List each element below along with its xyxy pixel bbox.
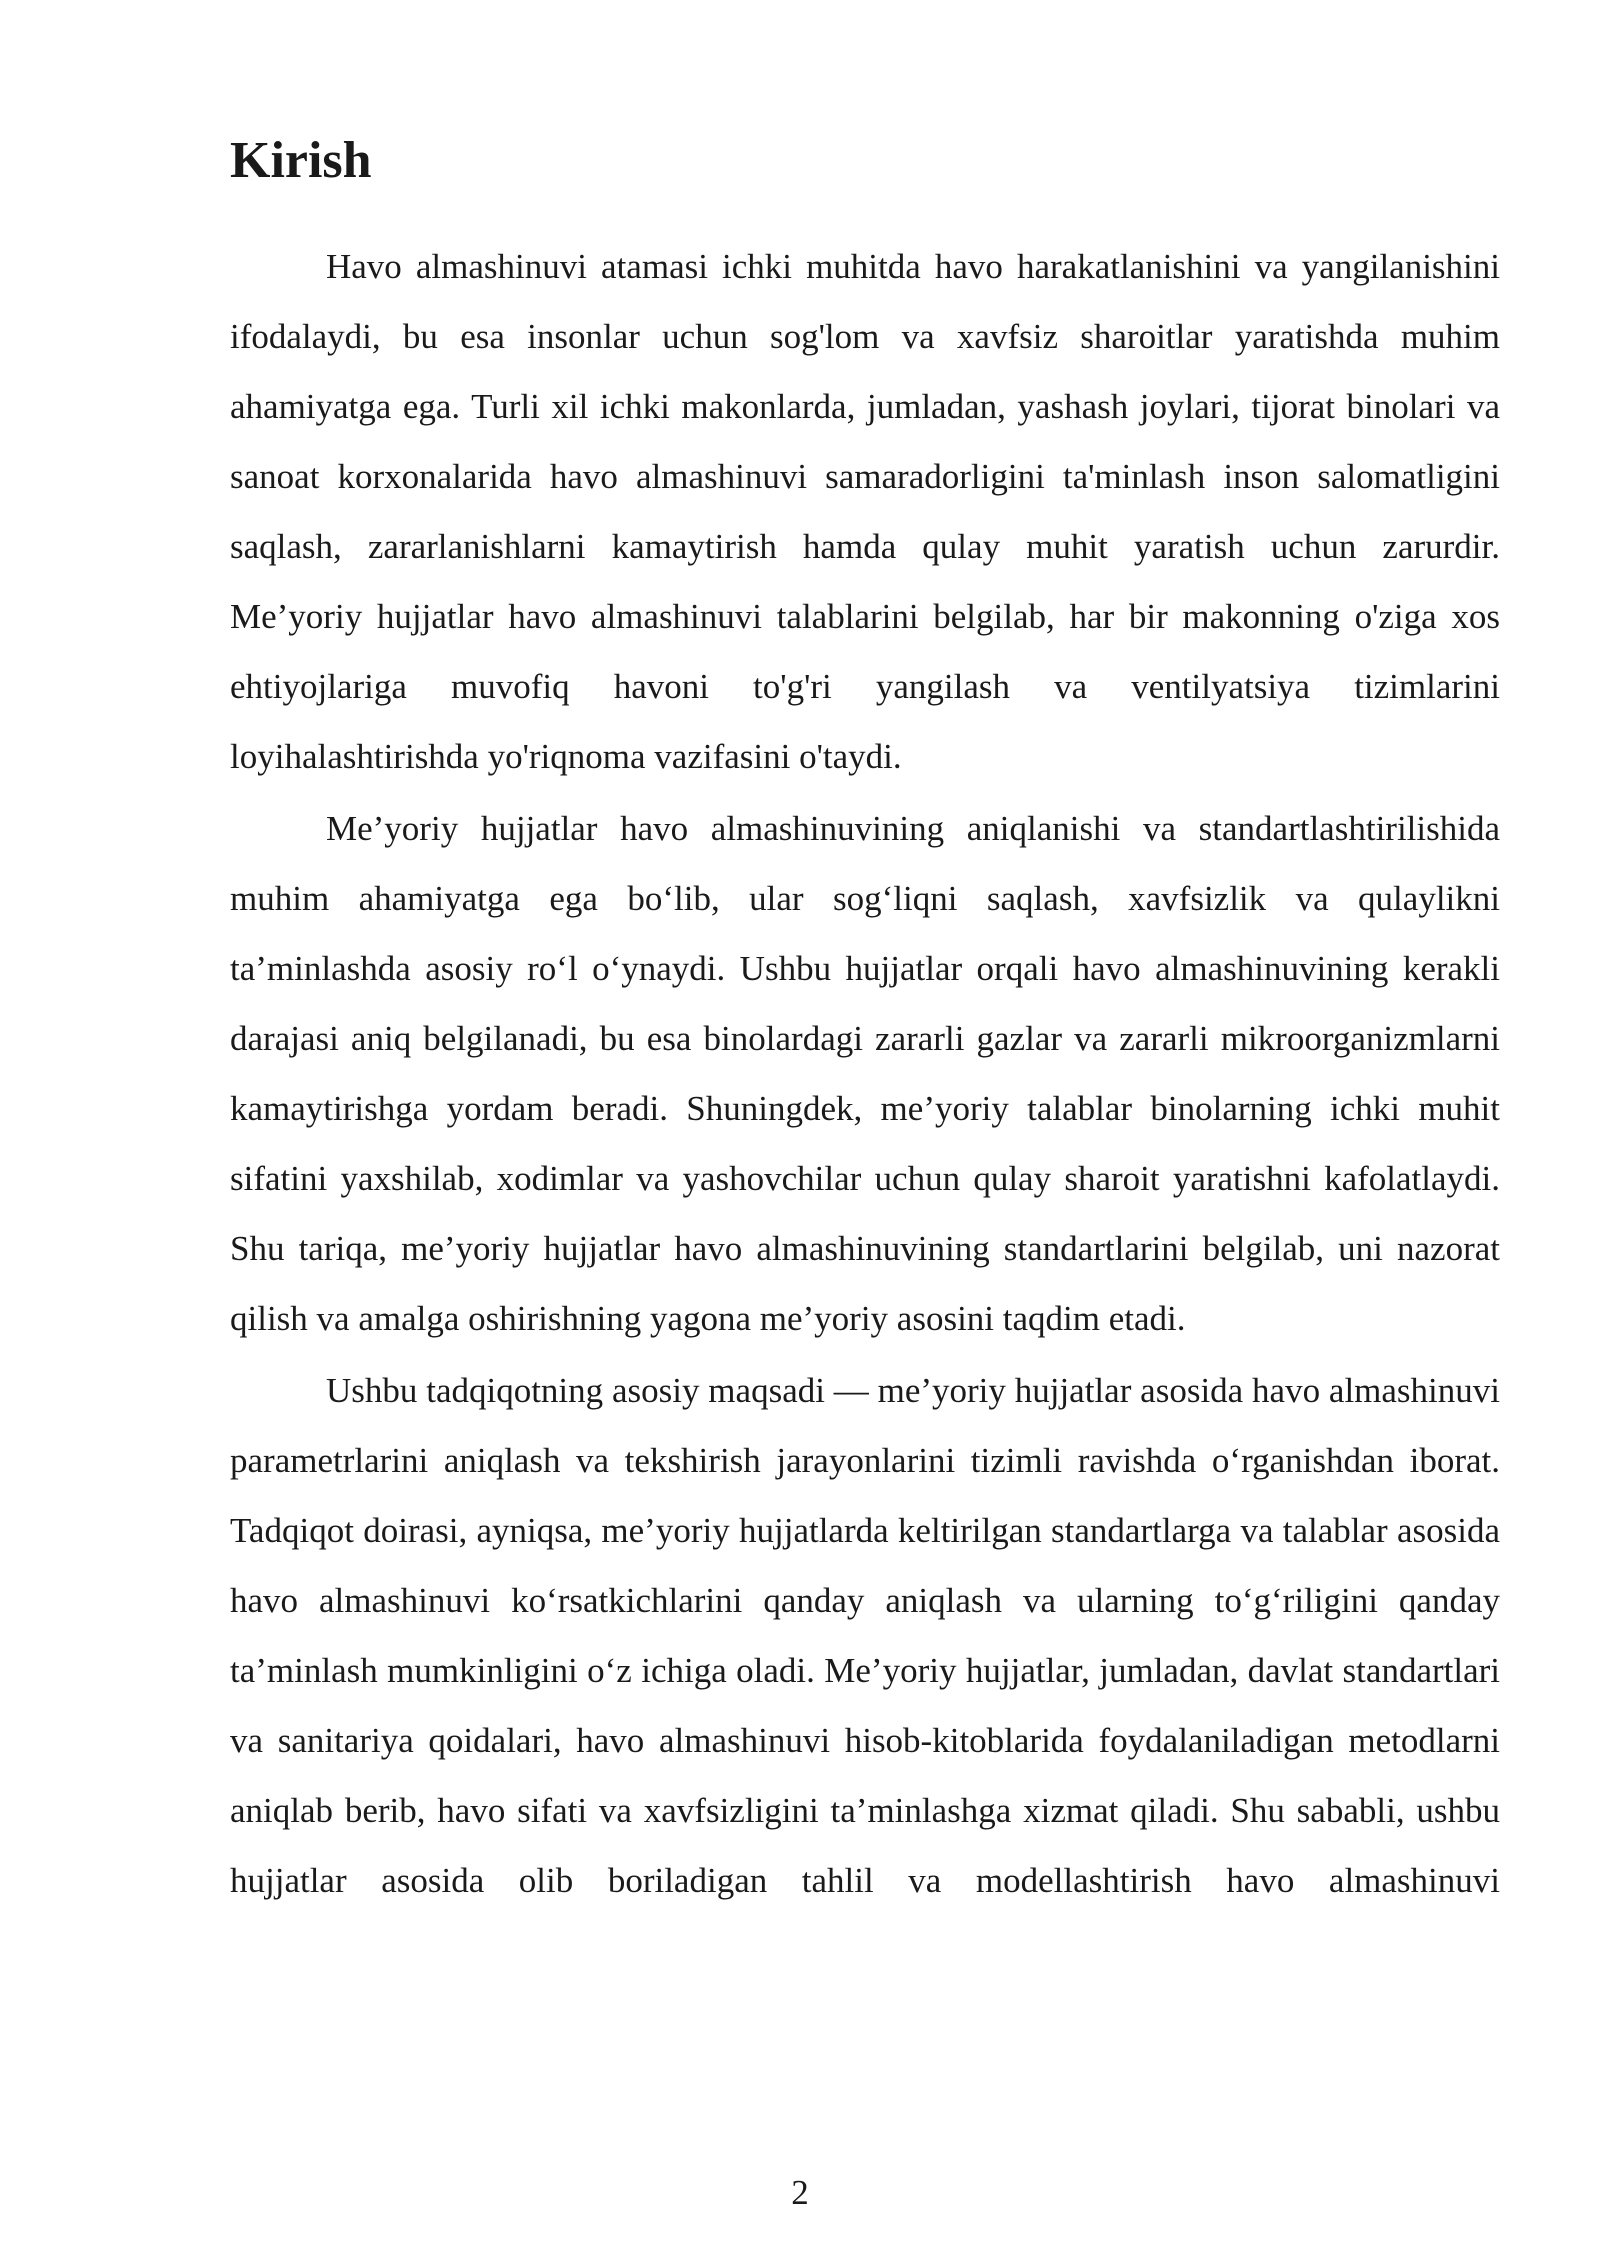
paragraph-1: Havo almashinuvi atamasi ichki muhitda havo harakatlanishini va yangilanishini ifodalaydi, bu esa insonlar uchun sog'lom va xavfsiz sharoitlar yaratishda muhim ahamiyatga ega. Turli xil ichki makonlarda, jumladan, yashash joylari, tijorat binolari va sanoat korxonalarida havo almashinuvi samaradorligini ta'minlash inson salomatligini saqlash, zararlanishlarni kamaytirish hamda qulay muhit yaratish uchun zarurdir. Me’yoriy hujjatlar havo almashinuvi talablarini belgilab, har bir makonning o'ziga xos ehtiyojlariga muvofiq havoni to'g'ri yangilash va ventilyatsiya tizimlarini loyihalashtirishda yo'riqnoma vazifasini o'taydi. (230, 247, 1500, 776)
section-heading: Kirish (230, 132, 372, 189)
paragraph-3: Ushbu tadqiqotning asosiy maqsadi — me’yoriy hujjatlar asosida havo almashinuvi parametrlarini aniqlash va tekshirish jarayonlarini tizimli ravishda o‘rganishdan iborat. Tadqiqot doirasi, ayniqsa, me’yoriy hujjatlarda keltirilgan standartlarga va talablar asosida havo almashinuvi ko‘rsatkichlarini qanday aniqlash va ularning to‘g‘riligini qanday ta’minlash mumkinligini o‘z ichiga oladi. Me’yoriy hujjatlar, jumladan, davlat standartlari va sanitariya qoidalari, havo almashinuvi hisob-kitoblarida foydalaniladigan metodlarni aniqlab berib, havo sifati va xavfsizligini ta’minlashga xizmat qiladi. Shu sababli, ushbu hujjatlar asosida olib boriladigan tahlil va modellashtirish havo almashinuvi (230, 1371, 1500, 1900)
paragraph-2: Me’yoriy hujjatlar havo almashinuvining aniqlanishi va standartlashtirilishida muhim ahamiyatga ega bo‘lib, ular sog‘liqni saqlash, xavfsizlik va qulaylikni ta’minlashda asosiy ro‘l o‘ynaydi. Ushbu hujjatlar orqali havo almashinuvining kerakli darajasi aniq belgilanadi, bu esa binolardagi zararli gazlar va zararli mikroorganizmlarni kamaytirishga yordam beradi. Shuningdek, me’yoriy talablar binolarning ichki muhit sifatini yaxshilab, xodimlar va yashovchilar uchun qulay sharoit yaratishni kafolatlaydi. Shu tariqa, me’yoriy hujjatlar havo almashinuvining standartlarini belgilab, uni nazorat qilish va amalga oshirishning yagona me’yoriy asosini taqdim etadi. (230, 809, 1500, 1338)
body-text (230, 232, 1500, 1916)
page-number: 2 (791, 2173, 809, 2212)
